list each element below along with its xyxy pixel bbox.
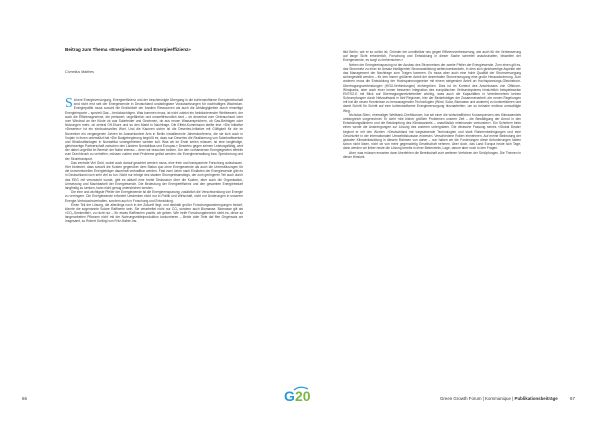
- footer-bold-text: Publikationsbeiträge: [514, 396, 558, 401]
- g20-logo-graphic: [270, 386, 330, 406]
- g20-logo-letter-g: G: [284, 388, 295, 404]
- drop-cap: S: [65, 96, 73, 111]
- paragraph: Nicholas Stern, ehemaliger Weltbank-Chefökonom, hat sei einer die wirtschaftlichen Konsequenzen des Klimawandels umfangreich vorgerechnet. Er sieht «die bisher größten Problemen unserer Zeit – die Bewältigung der Armut in den Entwicklungsländern und die Bekämpfung des Klimawandels – unauflöslich miteinander verbunden». Ein Scheitern beim einen werde die Anstrengungen zur Lösung des anderen untergraben. Die deutsche Fassung seines «Global Deals» beginnt er mit den Worten: «Deutschland hat wegweisende Technologien und stark Rahmenbedingungen und eine Geschichte in der internationalen Umweltdiskussion erwiesen. Verschiedene Rollen einnehmen. Auf meine Bedeutung der globalen Klimaentwicklung in diesem Rahmen von daher – nun haben wir die Forderungen diese Anforderungen haben schon nicht lösen, nicht ob von mehr gegenwärtig Gesellschaft nehmen. Aber doch, das Land Europa heute sich Tage, dann werden wir lieber heute die Lösung bereits in einer Bekenntnis, Lage, darum aber noch in den Fragen.: [343, 112, 521, 151]
- paragraph-text: ichere Energieversorgung, Energieeffizienz und der beschleunigte Übergang in die kohlenstoffarme Energiewirtschaft sind nicht erst seit der Energiewende in Deutschland unabdingbare Voraussetzungen für nachhaltiges Wachstum. Energiepolitik muss sowohl die Endlichkeit der fossilen Ressourcen als auch die Abhängigkeiten durch einseitige Energieimporte – speziell Gas – berücksichtigen. Was kommen muss, ist nicht zuletzt ein funktionierender Wettbewerb, der auch die Effizienzgewinne, die preiswert, ungefährlich und umweltfreundlich sind – ob dezentral vom Gebrauchsort oder vom Windrad an der Küste ob aus Solarfelder und Gewinnen, ob aus neuen Wasserspeichern, ob Gas-Beiträgen oder Nutzungen mehr, ob zentral Off-Shore und so den Markt in Nachfrage. Die Effekt-Kommission stellte fest: «Die Initiative «Desertec» ist ein eindrucksvolles Wort. Und die Kaumen sicher ist die Desertec-Initiative mit Gültigkeit für die im November ein vergangenen Jahren im Ausserkontext Arm in Berlin installierende Jahreskonferenz, die sie sich auch in Vorjahr in ihnen unterstützt hat «Die Budgetregierung begrüßt es, dass nun Desertec die Realisierung von Solarkraftwerken und Windkraftanlagen in Nordafrika vorangetrieben werden soll. Was wir im Ende sehen müssen, ist eine langfristige, gleichwertige Partnerschaft zwischen den Ländern Nordafrikas und Europas.» Desertec gegen seinem Leistungsfähig, wird der dabei ungelöst im Bereich der Nabe ebenso – denn wir brauchen beiden. Um den vorhandenen Energiegewinn effektiv zum Durchbruch zu verhelfen, müssen zudem zwei Probleme gelöst werden: die Energieverwaltung bzw. Speicherung und der Stromtransport.: [65, 98, 243, 161]
- page-number-right: 67: [570, 396, 575, 401]
- article-author: Cornelius Matthes: [65, 70, 94, 74]
- page-footer: [440, 396, 558, 401]
- paragraph: [65, 98, 243, 161]
- footer-text: Green Growth Forum | Kommunique |: [440, 396, 515, 401]
- article-heading: Beitrag zum Thema «Energiewende und Energieeffizienz»: [65, 47, 191, 52]
- paragraph: Aber, was müssen erwarten dann überfehlen die Bereitschaft zum weiteren Verfahren der Schöpfungen. Die Themen in dieser Hinsicht.: [343, 150, 521, 159]
- paragraph: Das zentrale Viel Geld, wobei auch darauf geachtet werden muss, eine freie und transparente Forschung aufzubauen. Hier bedeutet, dass sowohl die Kosten gegenüber dem Status quo ohne Energiewende als auch die Unterstützungen für die konventionellen Energieträger dauerhaft verkraftbar werden. Fast zwei Jahre nach Einläuten der Energiewende gibt es in Deutschland noch sehr viel zu tun. Nicht nur infolge des starken Strompreisanstiegs, der zum geringeren Teil auch durch das EEG mit verursacht wurde, gibt es aktuell eine breite Diskussion über die Kosten, aber auch die Organisation, Umsetzung und Machbarkeit der Energiewende. Die Bedeutung der Energieeffizienz und den gesamten Energiebedarf langfristig zu senken, kann nicht genug unterstrichen werden.: [65, 160, 243, 190]
- right-page: [300, 0, 600, 424]
- page-number-left: 66: [22, 396, 27, 401]
- paragraph: Einen Teil der Lösung, die allerdings noch in der Zukunft liegt, und deshalb großer Forschungsanstrengungen bedarf, könnte die sogenannte Solare Raffinerie sein. Sie verarbeitet nicht nur CO₂ sondern auch Biomasse. Biomasse gilt als «CO₂-Senkmittel», zu nicht nur – für etwas Raffinerien positiv, wir geben. Wie helfe Forschungsbereich sieht es, diese so langerarbeiten Pflanzen nicht mit der Nahrungsmittelproduktion konkurrieren – Beide oder Teile daf ffen Gegensatz wir Insgesamt, so Robert Schlögl von Fritz-Haber-Ins-: [65, 202, 243, 224]
- right-text-column: [343, 50, 521, 159]
- paragraph: Neben der Energieeinsparung ist der Ausbau des Stromnetzes der zweite Pfeiler der Energiewende. Zum einen gilt es, das Stromnetz zu einer im Ansatz intelligenten Stromausbildung weiterzuentwickeln, in dem sich gleichwertige Aspekte wie das Management der Nachfrage zum Tragen kommen. Es muss aber auch eine hohe Qualität der Stromversorgung sichergestellt werden – für den immer größeren Anteil der dezentralen Stromerzeugung eine große Herausforderung. Zum anderen muss die Entwicklung der Hochspannungsnetze mit einem steigenden Anteil an Hochspannungs-Gleichstrom-Übertragungsverbindungen (HGÜ-Verbindungen) einhergehen. Dies ist im Kontext des Anschlusses von Offshore-Windparks, aber auch einer immer besseren Integration des europäischen Verbundsystems hinsichtlich beispielsweise ENTSO-E mit Blick auf Übertragungsnetzbetreiber wichtig, dass auch die Kapazitäten in Verteilernetzen keinen Schrumpfungen durch Netzaufwand in fünf Regionen, hier der Bedarfsträger der Zusammenarbeit, der neuen Regelungen mit hat die neuen Kenntnisse zu herausragenden Technologien (Wind, Solar, Biomasse und anderen) zu konkretisieren und damit Schritt für Schritt auf eine kohlenstoffarme Energieversorgung hinzuarbeiten, um so beinahe endlose unmuditigte Weg.: [343, 62, 521, 113]
- paragraph: Die eine und wichtigste Pfeiler der Energiewende ist die Energieeinsparung; zusätzlich die Verschwendung von Energie zu verringern. Die Energiewende erfordert Umdenken nicht nur in Politik und Wirtschaft, nicht nur Änderungen in unserem Energie-Verbrauchsverhalten, sondern auch in Forschung und Entwicklung.: [65, 190, 243, 203]
- paragraph: titut Berlin, wie er so schön ist, Gründer der unmittelbar neu gegen Effizienzverbesserung, wie auch für die Verbesserung auf lange Sicht erforderlich, Forschung und Entwicklung in dieser Sache schreitet unaufzuhalten, bisweilen der Energiewende, es sorgt zu beherrschen.»: [343, 50, 521, 63]
- g20-logo-digits: 20: [295, 388, 311, 404]
- left-text-column: [65, 98, 243, 224]
- g20-logo: [270, 386, 330, 406]
